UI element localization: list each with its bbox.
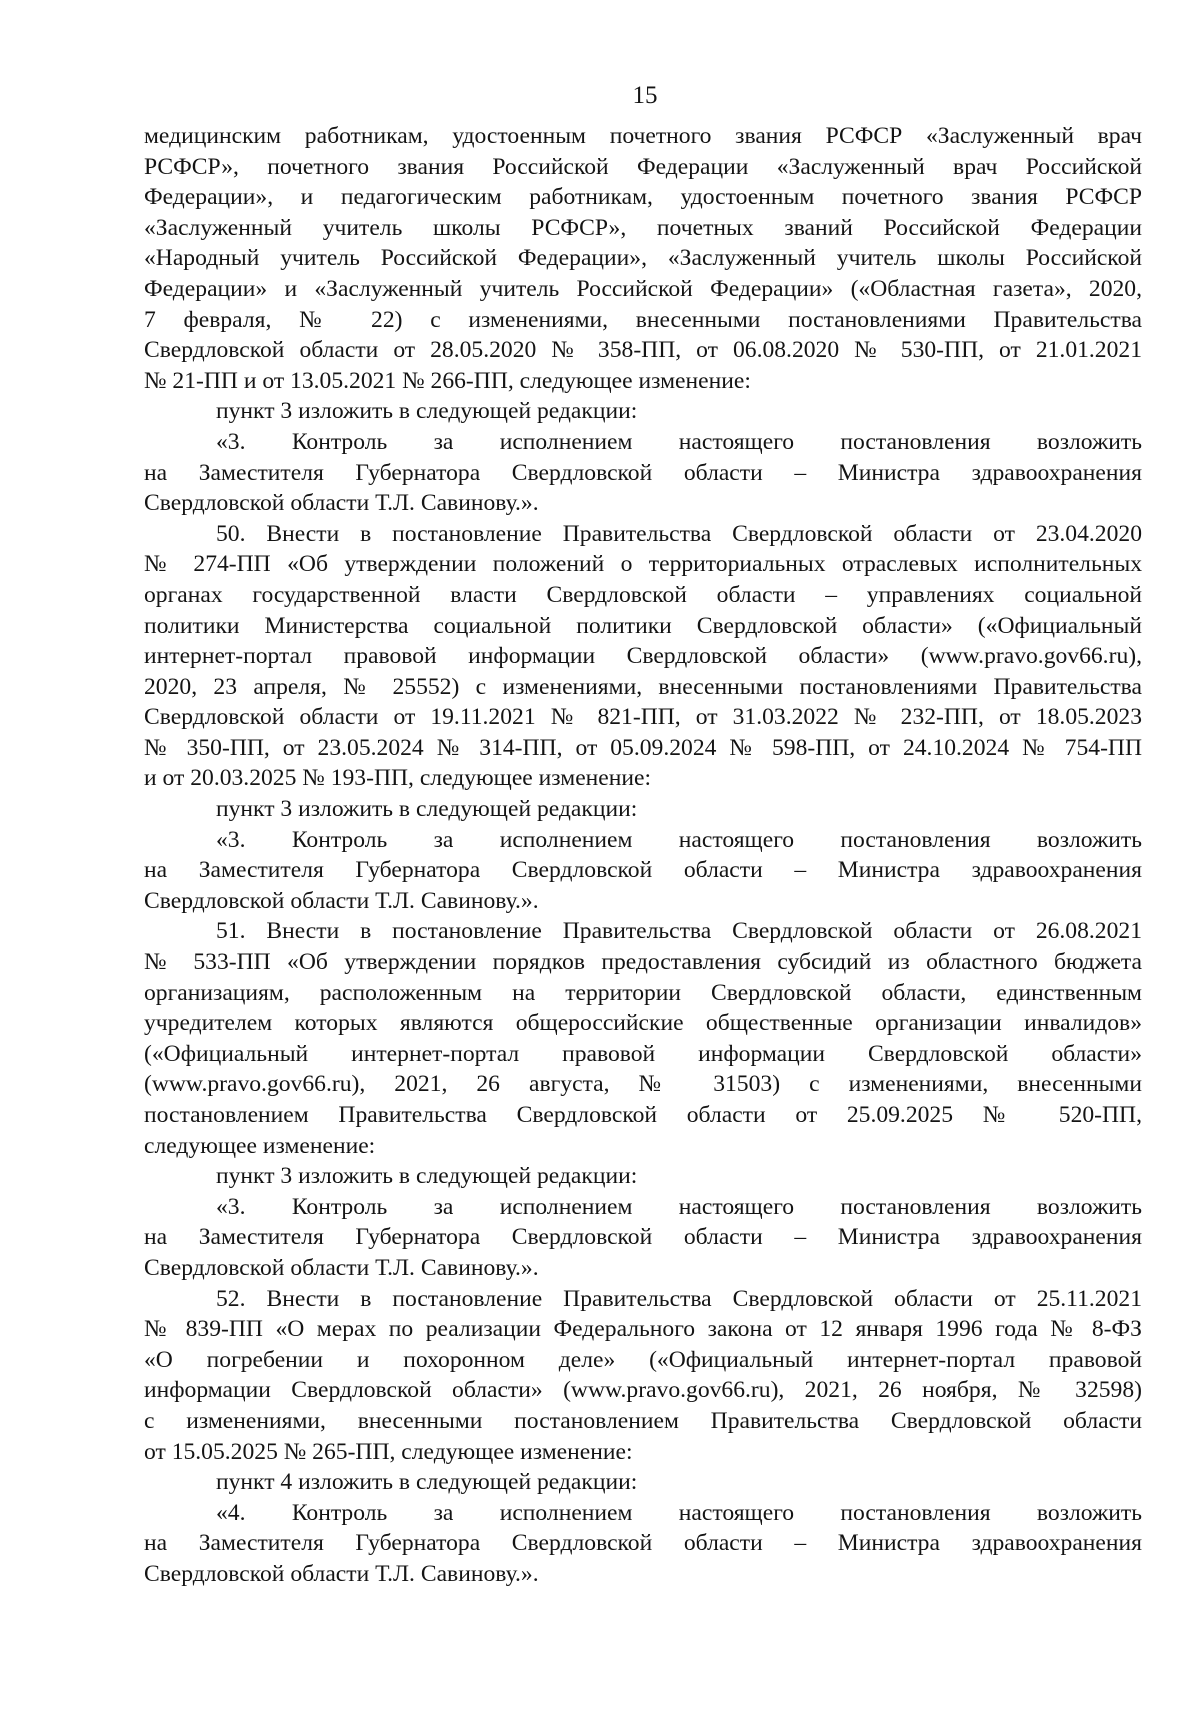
text-line: информации Свердловской области» (www.pravo.gov66.ru), 2021, 26 ноября, № 32598) [144,1377,1142,1404]
text-line: Федерации», и педагогическим работникам, удостоенным почетного звания РСФСР [144,184,1142,211]
text-line: № 533-ПП «Об утверждении порядков предоставления субсидий из областного бюджета [144,949,1142,976]
text-line: № 274-ПП «Об утверждении положений о территориальных отраслевых исполнительных [144,551,1142,578]
text-line: 7 февраля, № 22) с изменениями, внесенными постановлениями Правительства [144,306,1142,333]
text-line: 52. Внести в постановление Правительства Свердловской области от 25.11.2021 [216,1285,1142,1312]
text-line: («Официальный интернет-портал правовой информации Свердловской области» [144,1040,1142,1067]
page-number: 15 [632,82,658,109]
text-line: 51. Внести в постановление Правительства Свердловской области от 26.08.2021 [216,918,1142,945]
text-line: Свердловской области Т.Л. Савинову.». [144,887,539,914]
text-line: № 350-ПП, от 23.05.2024 № 314-ПП, от 05.09.2024 № 598-ПП, от 24.10.2024 № 754-ПП [144,734,1142,761]
text-line: «3. Контроль за исполнением настоящего постановления возложить [216,1193,1142,1220]
text-line: и от 20.03.2025 № 193-ПП, следующее изменение: [144,765,652,792]
text-line: организациям, расположенным на территории Свердловской области, единственным [144,979,1142,1006]
text-line: на Заместителя Губернатора Свердловской области – Министра здравоохранения [144,857,1142,884]
text-line: пункт 3 изложить в следующей редакции: [216,796,638,823]
text-line: учредителем которых являются общероссийские общественные организации инвалидов» [144,1010,1142,1037]
text-line: «3. Контроль за исполнением настоящего постановления возложить [216,428,1142,455]
text-line: Федерации» и «Заслуженный учитель Российской Федерации» («Областная газета», 2020, [144,275,1142,302]
text-line: Свердловской области Т.Л. Савинову.». [144,490,539,517]
text-line: «3. Контроль за исполнением настоящего постановления возложить [216,826,1142,853]
text-line: постановлением Правительства Свердловской области от 25.09.2025 № 520-ПП, [144,1102,1142,1128]
text-line: (www.pravo.gov66.ru), 2021, 26 августа, № 31503) с изменениями, внесенными [144,1071,1142,1098]
text-line: пункт 4 изложить в следующей редакции: [216,1469,638,1496]
text-line: Свердловской области от 19.11.2021 № 821-ПП, от 31.03.2022 № 232-ПП, от 18.05.2023 [144,704,1142,731]
text-line: от 15.05.2025 № 265-ПП, следующее изменение: [144,1438,633,1465]
text-line: «4. Контроль за исполнением настоящего постановления возложить [216,1499,1142,1526]
text-line: РСФСР», почетного звания Российской Федерации «Заслуженный врач Российской [144,153,1142,180]
text-line: органах государственной власти Свердловской области – управлениях социальной [144,581,1142,608]
text-line: 50. Внести в постановление Правительства Свердловской области от 23.04.2020 [216,520,1142,547]
text-line: Свердловской области от 28.05.2020 № 358-ПП, от 06.08.2020 № 530-ПП, от 21.01.2021 [144,337,1142,364]
text-line: политики Министерства социальной политики Свердловской области» («Официальный [144,612,1142,639]
text-line: Свердловской области Т.Л. Савинову.». [144,1254,539,1281]
text-line: № 21-ПП и от 13.05.2021 № 266-ПП, следующее изменение: [144,367,751,394]
text-line: пункт 3 изложить в следующей редакции: [216,1163,638,1190]
text-line: «Заслуженный учитель школы РСФСР», почетных званий Российской Федерации [144,214,1142,241]
text-line: интернет-портал правовой информации Свердловской области» (www.pravo.gov66.ru), [144,643,1142,670]
text-line: Свердловской области Т.Л. Савинову.». [144,1560,539,1587]
document-body [144,121,1142,1590]
text-line: 2020, 23 апреля, № 25552) с изменениями, внесенными постановлениями Правительства [144,673,1142,700]
text-line: следующее изменение: [144,1132,376,1159]
text-line: на Заместителя Губернатора Свердловской области – Министра здравоохранения [144,1224,1142,1251]
text-line: «О погребении и похоронном деле» («Официальный интернет-портал правовой [144,1346,1142,1373]
text-line: «Народный учитель Российской Федерации», «Заслуженный учитель школы Российской [144,245,1142,272]
text-line: пункт 3 изложить в следующей редакции: [216,398,638,425]
text-line: с изменениями, внесенными постановлением Правительства Свердловской области [144,1407,1142,1434]
text-line: на Заместителя Губернатора Свердловской области – Министра здравоохранения [144,459,1142,486]
text-line: медицинским работникам, удостоенным почетного звания РСФСР «Заслуженный врач [144,123,1142,149]
text-line: № 839-ПП «О мерах по реализации Федерального закона от 12 января 1996 года № 8-ФЗ [144,1316,1142,1343]
text-line: на Заместителя Губернатора Свердловской области – Министра здравоохранения [144,1530,1142,1557]
